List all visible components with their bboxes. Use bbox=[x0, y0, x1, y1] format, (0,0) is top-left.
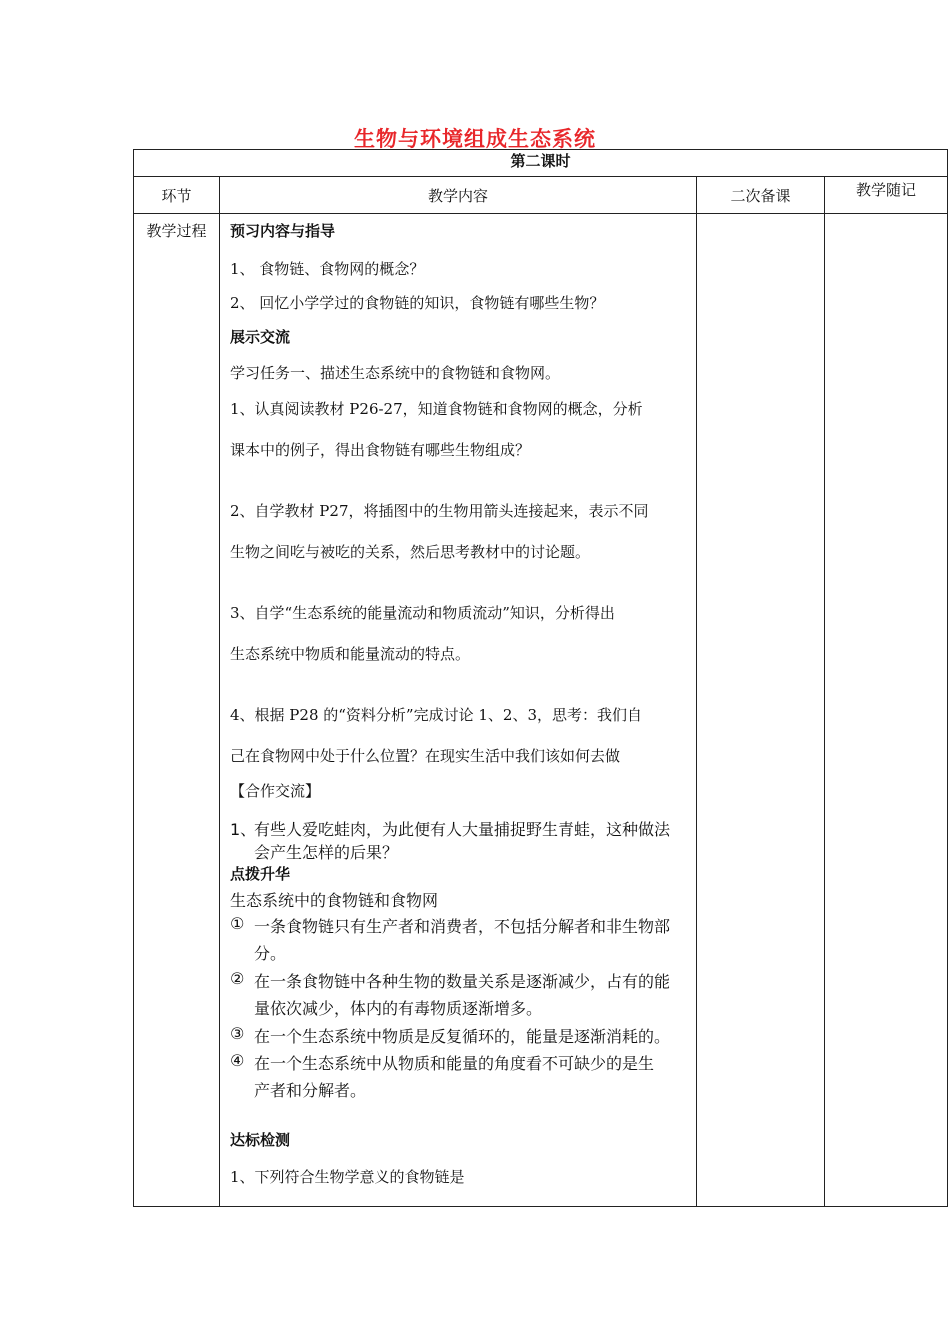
summary-mark-1: ① bbox=[230, 914, 245, 933]
item-4-line-2: 己在食物网中处于什么位置？在现实生活中我们该如何去做 bbox=[230, 747, 621, 765]
coop-line-2: 会产生怎样的后果？ bbox=[254, 843, 399, 862]
summary-mark-2: ② bbox=[230, 969, 245, 988]
preview-question-1: 1、 食物链、食物网的概念？ bbox=[230, 260, 425, 278]
task-one: 学习任务一、描述生态系统中的食物链和食物网。 bbox=[230, 364, 561, 382]
test-question-1: 1、下列符合生物学意义的食物链是 bbox=[230, 1168, 465, 1186]
header-second-prep: 二次备课 bbox=[697, 177, 825, 214]
summary-2-line-2: 量依次减少，体内的有毒物质逐渐增多。 bbox=[254, 999, 543, 1018]
summary-1-line-1: 一条食物链只有生产者和消费者，不包括分解者和非生物部 bbox=[254, 917, 671, 936]
coop-heading: 【合作交流】 bbox=[230, 782, 321, 800]
content-body bbox=[220, 214, 696, 1200]
test-heading: 达标检测 bbox=[230, 1131, 291, 1149]
summary-4-line-1: 在一个生态系统中从物质和能量的角度看不可缺少的是生 bbox=[254, 1054, 655, 1073]
header-notes: 教学随记 bbox=[825, 177, 948, 214]
summary-mark-4: ④ bbox=[230, 1051, 245, 1070]
summary-title: 生态系统中的食物链和食物网 bbox=[230, 891, 439, 910]
preview-heading: 预习内容与指导 bbox=[230, 222, 336, 240]
header-content: 教学内容 bbox=[220, 177, 697, 214]
coop-item-number: 1、 bbox=[230, 820, 257, 839]
summary-2-line-1: 在一条食物链中各种生物的数量关系是逐渐减少，占有的能 bbox=[254, 972, 671, 991]
stage-cell: 教学过程 bbox=[134, 214, 220, 1207]
item-4-line-1: 4、根据 P28 的“资料分析”完成讨论 1、2、3，思考：我们自 bbox=[230, 706, 642, 724]
summary-3-line-1: 在一个生态系统中物质是反复循环的，能量是逐渐消耗的。 bbox=[254, 1027, 671, 1046]
item-2-line-2: 生物之间吃与被吃的关系，然后思考教材中的讨论题。 bbox=[230, 543, 591, 561]
header-row bbox=[134, 177, 948, 214]
subtitle-row bbox=[134, 150, 948, 177]
content-cell bbox=[220, 214, 697, 1207]
item-3-line-1: 3、自学“生态系统的能量流动和物质流动”知识，分析得出 bbox=[230, 604, 615, 622]
item-1-line-1: 1、认真阅读教材 P26-27，知道食物链和食物网的概念，分析 bbox=[230, 400, 643, 418]
header-stage: 环节 bbox=[134, 177, 220, 214]
item-3-line-2: 生态系统中物质和能量流动的特点。 bbox=[230, 645, 471, 663]
preview-question-2: 2、 回忆小学学过的食物链的知识，食物链有哪些生物？ bbox=[230, 294, 605, 312]
notes-cell bbox=[825, 214, 948, 1207]
item-1-line-2: 课本中的例子，得出食物链有哪些生物组成？ bbox=[230, 441, 531, 459]
lesson-plan-table bbox=[133, 149, 948, 1207]
summary-1-line-2: 分。 bbox=[254, 944, 287, 963]
second-prep-cell bbox=[697, 214, 825, 1207]
body-row bbox=[134, 214, 948, 1207]
lesson-period: 第二课时 bbox=[134, 150, 948, 177]
display-heading: 展示交流 bbox=[230, 328, 291, 346]
item-2-line-1: 2、自学教材 P27，将插图中的生物用箭头连接起来，表示不同 bbox=[230, 502, 649, 520]
coop-line-1: 有些人爱吃蛙肉，为此便有人大量捕捉野生青蛙，这种做法 bbox=[254, 820, 671, 839]
summary-heading: 点拨升华 bbox=[230, 865, 291, 883]
document-title: 生物与环境组成生态系统 bbox=[354, 127, 596, 151]
summary-4-line-2: 产者和分解者。 bbox=[254, 1081, 367, 1100]
summary-mark-3: ③ bbox=[230, 1024, 245, 1043]
